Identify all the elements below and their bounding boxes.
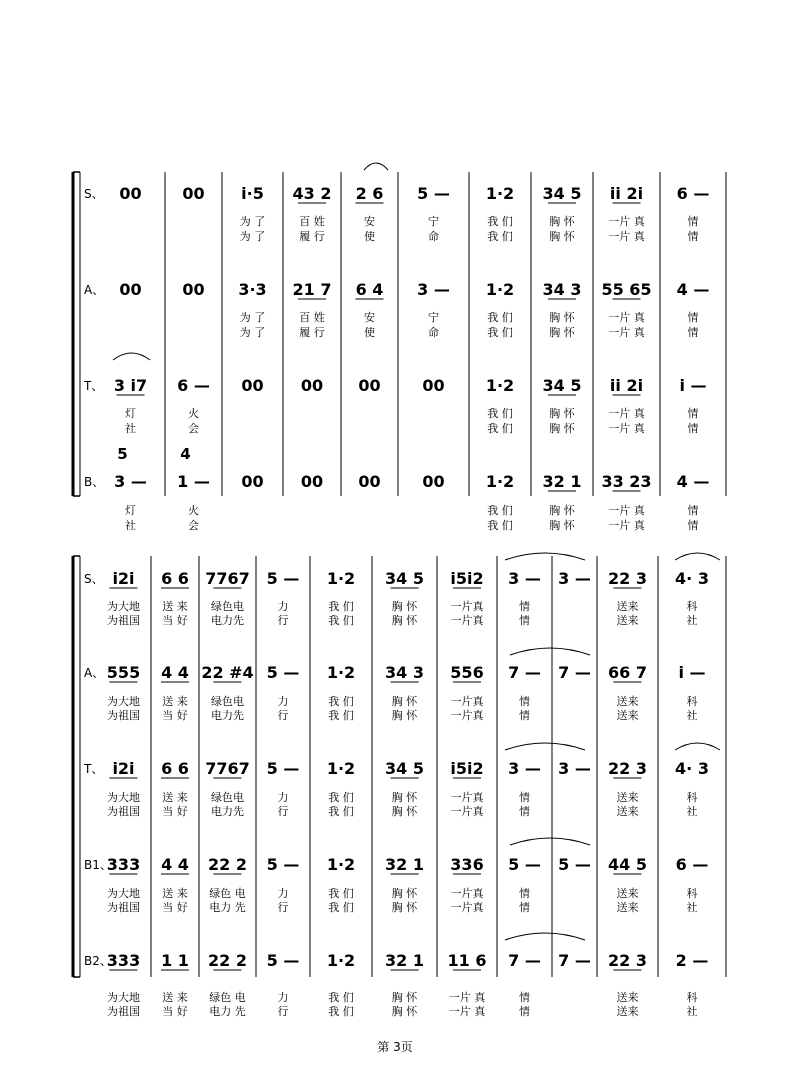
measure-notes: 00 xyxy=(422,376,445,395)
measure-notes: 22 2 xyxy=(208,951,247,970)
measure-notes: 336 xyxy=(450,855,484,874)
lyric-text: 胸 怀 xyxy=(391,600,418,613)
upper-note: 5 xyxy=(117,445,128,463)
lyric-text: 一片 真 xyxy=(448,991,486,1004)
measure-notes: 66 7 xyxy=(608,663,647,682)
measure-notes: 32 1 xyxy=(542,472,582,491)
lyric-text: 胸 怀 xyxy=(391,791,418,804)
measure-notes: 5 — xyxy=(266,855,300,874)
measure-notes: 3 — xyxy=(508,759,541,778)
lyric-text: 社 xyxy=(686,805,698,818)
measure-notes: 2 6 xyxy=(355,184,384,203)
lyric-text: 一片 真 xyxy=(608,422,645,435)
tie-arc xyxy=(510,838,590,845)
measure-notes: 6 6 xyxy=(161,759,189,778)
slur-arc xyxy=(675,743,720,750)
lyric-text: 行 xyxy=(277,709,289,722)
lyric-text: 胸 怀 xyxy=(391,1005,418,1018)
voice-label: B1、 xyxy=(84,858,112,872)
lyric-text: 胸 怀 xyxy=(391,695,418,708)
measure-notes: 55 65 xyxy=(601,280,652,299)
lyric-text: 送来 xyxy=(616,887,639,900)
measure-notes: 34 3 xyxy=(385,663,424,682)
lyric-text: 我 们 xyxy=(328,887,354,900)
lyric-text: 我 们 xyxy=(328,791,354,804)
lyric-text: 力 xyxy=(277,695,289,708)
lyric-text: 灯 xyxy=(125,504,136,517)
slur-arc xyxy=(505,743,585,750)
measure-notes: 22 3 xyxy=(608,569,647,588)
measure-notes: 5 — xyxy=(266,663,300,682)
lyric-text: 胸 怀 xyxy=(549,215,575,228)
measure-notes: 1·2 xyxy=(485,280,515,299)
lyric-text: 社 xyxy=(125,519,136,532)
lyric-text: 力 xyxy=(277,791,289,804)
lyric-text: 送来 xyxy=(616,791,639,804)
lyric-text: 情 xyxy=(519,887,530,900)
lyric-text: 为祖国 xyxy=(107,614,140,627)
lyric-text: 我 们 xyxy=(487,519,513,532)
measure-notes: i2i xyxy=(112,759,135,778)
measure-notes: 4· 3 xyxy=(675,569,709,588)
lyric-text: 情 xyxy=(687,504,699,517)
lyric-text: 我 们 xyxy=(487,326,513,339)
measure-notes: 6 — xyxy=(676,184,710,203)
measure-notes: 1 — xyxy=(177,472,210,491)
lyric-text: 一片 真 xyxy=(608,215,645,228)
lyric-text: 我 们 xyxy=(487,230,513,243)
measure-notes: 1·2 xyxy=(326,759,356,778)
measure-notes: 5 — xyxy=(558,855,591,874)
voice-label: A、 xyxy=(84,666,105,680)
measure-notes: 32 1 xyxy=(385,951,424,970)
lyric-text: 当 好 xyxy=(162,709,188,722)
measure-notes: 3 — xyxy=(417,280,450,299)
measure-notes: 556 xyxy=(450,663,484,682)
lyric-text: 为 了 xyxy=(239,311,266,324)
measure-notes: 1·2 xyxy=(326,663,356,682)
measure-notes: 00 xyxy=(358,376,381,395)
lyric-text: 电力先 xyxy=(211,614,244,627)
measure-notes: 7767 xyxy=(205,569,250,588)
lyric-text: 胸 怀 xyxy=(549,504,575,517)
lyric-text: 为 了 xyxy=(239,230,266,243)
voice-label: S、 xyxy=(84,572,104,586)
lyric-text: 送 来 xyxy=(162,791,188,804)
lyric-text: 绿色 电 xyxy=(209,887,246,900)
measure-notes: 00 xyxy=(300,376,324,395)
measure-notes: 00 xyxy=(182,280,205,299)
lyric-text: 为祖国 xyxy=(107,1005,140,1018)
lyric-text: 社 xyxy=(686,614,698,627)
measure-notes: i — xyxy=(678,663,706,682)
lyric-text: 一片 真 xyxy=(448,1005,486,1018)
lyric-text: 我 们 xyxy=(487,407,513,420)
measure-notes: 00 xyxy=(241,472,264,491)
lyric-text: 宁 xyxy=(428,215,439,228)
lyric-text: 送来 xyxy=(616,695,639,708)
lyric-text: 命 xyxy=(428,326,439,339)
slur-arc xyxy=(505,933,585,940)
lyric-text: 我 们 xyxy=(487,215,513,228)
lyric-text: 力 xyxy=(277,887,289,900)
measure-notes: 32 1 xyxy=(385,855,424,874)
lyric-text: 胸 怀 xyxy=(391,614,418,627)
lyric-text: 一片真 xyxy=(450,901,484,914)
lyric-text: 命 xyxy=(428,230,439,243)
lyric-text: 百 姓 xyxy=(299,215,325,228)
lyric-text: 一片 真 xyxy=(608,311,645,324)
measure-notes: ii 2i xyxy=(609,376,644,395)
lyric-text: 安 xyxy=(364,311,375,324)
measure-notes: 34 5 xyxy=(385,759,424,778)
measure-notes: 555 xyxy=(106,663,141,682)
lyric-text: 送来 xyxy=(616,805,639,818)
lyric-text: 胸 怀 xyxy=(391,805,418,818)
voice-label: T、 xyxy=(84,379,104,393)
lyric-text: 电力先 xyxy=(211,709,244,722)
lyric-text: 社 xyxy=(686,709,698,722)
lyric-text: 为大地 xyxy=(107,791,140,804)
lyric-text: 科 xyxy=(686,695,698,708)
measure-notes: 00 xyxy=(300,472,324,491)
lyric-text: 宁 xyxy=(428,311,439,324)
upper-note: 4 xyxy=(180,445,191,463)
measure-notes: 43 2 xyxy=(292,184,332,203)
lyric-text: 情 xyxy=(519,600,530,613)
measure-notes: 00 xyxy=(241,376,264,395)
measure-notes: 7 — xyxy=(508,663,541,682)
lyric-text: 履 行 xyxy=(299,326,325,339)
lyric-text: 行 xyxy=(277,1005,289,1018)
lyric-text: 当 好 xyxy=(162,805,188,818)
measure-notes: 00 xyxy=(358,472,381,491)
lyric-text: 送来 xyxy=(616,901,639,914)
lyric-text: 情 xyxy=(687,519,699,532)
lyric-text: 我 们 xyxy=(328,600,354,613)
lyric-text: 情 xyxy=(687,311,699,324)
measure-notes: 1 1 xyxy=(161,951,189,970)
lyric-text: 为大地 xyxy=(107,991,140,1004)
lyric-text: 一片 真 xyxy=(608,519,645,532)
measure-notes: 00 xyxy=(119,280,142,299)
measure-notes: 5 — xyxy=(266,951,300,970)
lyric-text: 胸 怀 xyxy=(549,519,575,532)
measure-notes: 6 6 xyxy=(161,569,189,588)
lyric-text: 为祖国 xyxy=(107,805,140,818)
slur-arc xyxy=(505,553,585,560)
lyric-text: 社 xyxy=(125,422,136,435)
lyric-text: 为 了 xyxy=(239,326,266,339)
lyric-text: 绿色电 xyxy=(211,791,244,804)
lyric-text: 绿色电 xyxy=(211,600,244,613)
lyric-text: 我 们 xyxy=(328,991,354,1004)
lyric-text: 送来 xyxy=(616,1005,639,1018)
measure-notes: 33 23 xyxy=(601,472,652,491)
lyric-text: 绿色电 xyxy=(211,695,244,708)
lyric-text: 我 们 xyxy=(487,422,513,435)
measure-notes: 3 i7 xyxy=(113,376,148,395)
lyric-text: 胸 怀 xyxy=(391,991,418,1004)
lyric-text: 一片真 xyxy=(450,614,484,627)
measure-notes: ii 2i xyxy=(609,184,644,203)
lyric-text: 我 们 xyxy=(328,695,354,708)
lyric-text: 送 来 xyxy=(162,600,188,613)
measure-notes: 1·2 xyxy=(326,951,356,970)
measure-notes: 3·3 xyxy=(238,280,267,299)
lyric-text: 胸 怀 xyxy=(549,311,575,324)
measure-notes: 7 — xyxy=(508,951,541,970)
measure-notes: 4 4 xyxy=(161,663,189,682)
slur-arc xyxy=(113,353,150,360)
measure-notes: 34 5 xyxy=(385,569,424,588)
measure-notes: i5i2 xyxy=(450,569,484,588)
lyric-text: 情 xyxy=(519,709,530,722)
lyric-text: 送来 xyxy=(616,991,639,1004)
lyric-text: 送 来 xyxy=(162,887,188,900)
measure-notes: 21 7 xyxy=(292,280,332,299)
lyric-text: 为祖国 xyxy=(107,901,140,914)
voice-label: A、 xyxy=(84,283,105,297)
lyric-text: 会 xyxy=(188,422,199,435)
lyric-text: 力 xyxy=(277,600,289,613)
lyric-text: 送来 xyxy=(616,709,639,722)
measure-notes: 5 — xyxy=(266,759,300,778)
measure-notes: 00 xyxy=(119,184,142,203)
lyric-text: 情 xyxy=(687,407,699,420)
measure-notes: 1·2 xyxy=(326,855,356,874)
measure-notes: 34 5 xyxy=(542,184,582,203)
lyric-text: 情 xyxy=(687,215,699,228)
measure-notes: 7 — xyxy=(558,951,591,970)
lyric-text: 情 xyxy=(519,614,530,627)
measure-notes: 4 — xyxy=(676,472,710,491)
measure-notes: 00 xyxy=(422,472,445,491)
lyric-text: 送来 xyxy=(616,600,639,613)
lyric-text: 一片真 xyxy=(450,695,484,708)
measure-notes: 5 — xyxy=(266,569,300,588)
measure-notes: 5 — xyxy=(417,184,450,203)
measure-notes: 3 — xyxy=(558,759,591,778)
lyric-text: 为大地 xyxy=(107,600,140,613)
measure-notes: 4 4 xyxy=(161,855,189,874)
measure-notes: 3 — xyxy=(558,569,591,588)
measure-notes: 6 — xyxy=(675,855,709,874)
lyric-text: 情 xyxy=(687,230,699,243)
lyric-text: 胸 怀 xyxy=(391,887,418,900)
tie-arc xyxy=(510,648,590,655)
measure-notes: 00 xyxy=(182,184,205,203)
lyric-text: 情 xyxy=(687,422,699,435)
lyric-text: 送 来 xyxy=(162,695,188,708)
lyric-text: 科 xyxy=(686,887,698,900)
lyric-text: 我 们 xyxy=(328,614,354,627)
lyric-text: 使 xyxy=(364,326,375,339)
lyric-text: 胸 怀 xyxy=(549,407,575,420)
lyric-text: 一片真 xyxy=(450,805,484,818)
measure-notes: 11 6 xyxy=(447,951,487,970)
lyric-text: 科 xyxy=(686,791,698,804)
lyric-text: 一片 真 xyxy=(608,504,645,517)
lyric-text: 为祖国 xyxy=(107,709,140,722)
measure-notes: i — xyxy=(679,376,707,395)
lyric-text: 科 xyxy=(686,600,698,613)
lyric-text: 灯 xyxy=(125,407,136,420)
lyric-text: 一片真 xyxy=(450,709,484,722)
lyric-text: 胸 怀 xyxy=(549,326,575,339)
measure-notes: 3 — xyxy=(508,569,541,588)
lyric-text: 一片真 xyxy=(450,887,484,900)
slur-arc xyxy=(364,163,388,170)
measure-notes: 7 — xyxy=(558,663,591,682)
measure-notes: 34 3 xyxy=(542,280,582,299)
measure-notes: 2 — xyxy=(675,951,709,970)
lyric-text: 会 xyxy=(188,519,199,532)
measure-notes: 3 — xyxy=(114,472,147,491)
lyric-text: 我 们 xyxy=(328,709,354,722)
lyric-text: 当 好 xyxy=(162,901,188,914)
lyric-text: 为大地 xyxy=(107,887,140,900)
voice-label: B2、 xyxy=(84,954,112,968)
measure-notes: 1·2 xyxy=(485,376,515,395)
voice-label: T、 xyxy=(84,762,104,776)
lyric-text: 科 xyxy=(686,991,698,1004)
lyric-text: 一片真 xyxy=(450,791,484,804)
measure-notes: 44 5 xyxy=(608,855,647,874)
lyric-text: 当 好 xyxy=(162,1005,188,1018)
measure-notes: i5i2 xyxy=(450,759,484,778)
page-number: 第 3页 xyxy=(377,1040,413,1054)
measure-notes: i·5 xyxy=(241,184,264,203)
measure-notes: 34 5 xyxy=(542,376,582,395)
measure-notes: 6 4 xyxy=(355,280,384,299)
lyric-text: 履 行 xyxy=(299,230,325,243)
lyric-text: 情 xyxy=(519,695,530,708)
lyric-text: 送 来 xyxy=(162,991,188,1004)
lyric-text: 胸 怀 xyxy=(549,422,575,435)
measure-notes: 1·2 xyxy=(326,569,356,588)
measure-notes: 4 — xyxy=(676,280,710,299)
lyric-text: 电力 先 xyxy=(209,1005,246,1018)
lyric-text: 使 xyxy=(364,230,375,243)
lyric-text: 胸 怀 xyxy=(391,709,418,722)
lyric-text: 为 了 xyxy=(239,215,266,228)
measure-notes: 22 2 xyxy=(208,855,247,874)
lyric-text: 我 们 xyxy=(328,901,354,914)
lyric-text: 情 xyxy=(519,1005,530,1018)
lyric-text: 一片 真 xyxy=(608,407,645,420)
slur-arc xyxy=(675,553,720,560)
voice-label: S、 xyxy=(84,187,104,201)
measure-notes: 333 xyxy=(106,855,141,874)
measure-notes: 1·2 xyxy=(485,184,515,203)
measure-notes: 5 — xyxy=(508,855,541,874)
lyric-text: 情 xyxy=(519,805,530,818)
lyric-text: 胸 怀 xyxy=(391,901,418,914)
measure-notes: 6 — xyxy=(177,376,210,395)
measure-notes: 22 #4 xyxy=(201,663,254,682)
lyric-text: 送来 xyxy=(616,614,639,627)
lyric-text: 我 们 xyxy=(487,311,513,324)
lyric-text: 火 xyxy=(188,504,199,517)
lyric-text: 行 xyxy=(277,901,289,914)
lyric-text: 行 xyxy=(277,614,289,627)
lyric-text: 一片 真 xyxy=(608,230,645,243)
lyric-text: 一片真 xyxy=(450,600,484,613)
lyric-text: 力 xyxy=(277,991,289,1004)
lyric-text: 情 xyxy=(687,326,699,339)
lyric-text: 为大地 xyxy=(107,695,140,708)
lyric-text: 电力 先 xyxy=(209,901,246,914)
lyric-text: 百 姓 xyxy=(299,311,325,324)
lyric-text: 胸 怀 xyxy=(549,230,575,243)
measure-notes: 22 3 xyxy=(608,951,647,970)
lyric-text: 我 们 xyxy=(328,805,354,818)
lyric-text: 情 xyxy=(519,791,530,804)
measure-notes: i2i xyxy=(112,569,135,588)
voice-label: B、 xyxy=(84,475,105,489)
lyric-text: 一片 真 xyxy=(608,326,645,339)
lyric-text: 情 xyxy=(519,991,530,1004)
measure-notes: 22 3 xyxy=(608,759,647,778)
measure-notes: 1·2 xyxy=(485,472,515,491)
lyric-text: 社 xyxy=(686,901,698,914)
lyric-text: 绿色 电 xyxy=(209,991,246,1004)
measure-notes: 4· 3 xyxy=(675,759,709,778)
measure-notes: 7767 xyxy=(205,759,250,778)
measure-notes: 333 xyxy=(106,951,141,970)
lyric-text: 火 xyxy=(188,407,199,420)
lyric-text: 社 xyxy=(686,1005,698,1018)
lyric-text: 情 xyxy=(519,901,530,914)
lyric-text: 我 们 xyxy=(487,504,513,517)
lyric-text: 当 好 xyxy=(162,614,188,627)
lyric-text: 电力先 xyxy=(211,805,244,818)
lyric-text: 行 xyxy=(277,805,289,818)
lyric-text: 我 们 xyxy=(328,1005,354,1018)
lyric-text: 安 xyxy=(364,215,375,228)
